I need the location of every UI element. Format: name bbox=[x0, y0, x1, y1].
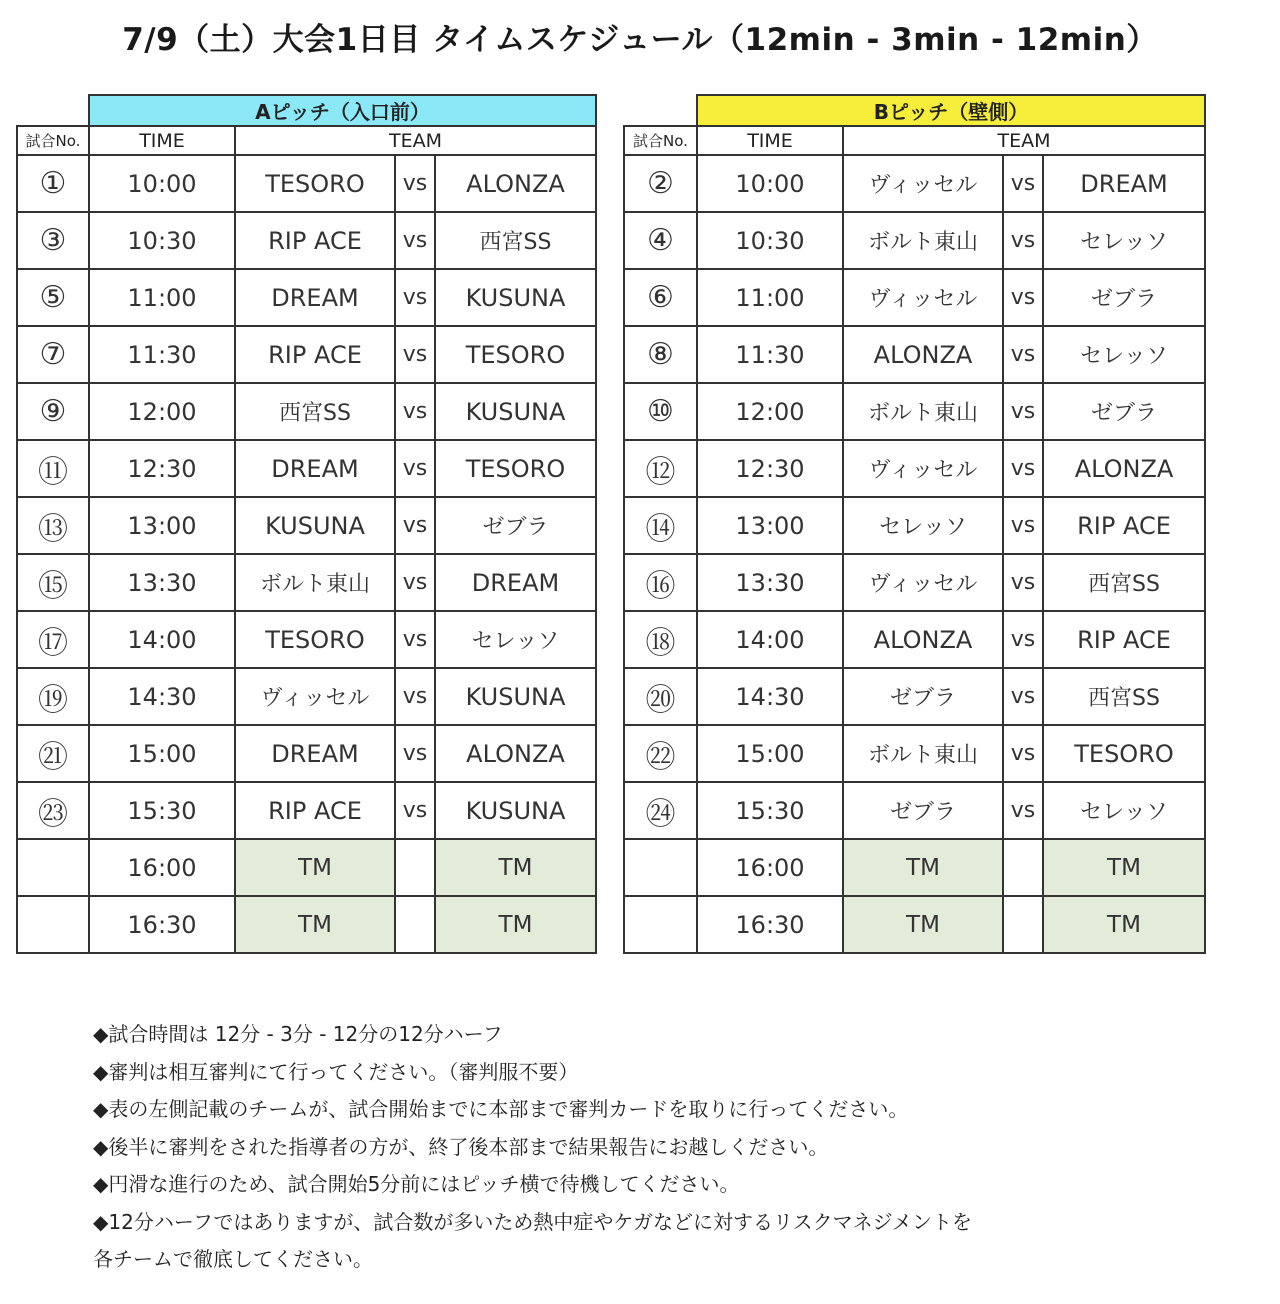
match-row bbox=[624, 497, 1205, 554]
page-title: 7/9（土）大会1日目 タイムスケジュール（12min - 3min - 12min） bbox=[122, 22, 1158, 58]
time-header: TIME bbox=[89, 126, 235, 155]
match-row bbox=[17, 725, 596, 782]
home-team: ボルト東山 bbox=[843, 212, 1003, 269]
training-match-cell: TM bbox=[1043, 896, 1205, 953]
pitch-b-header-spacer bbox=[624, 95, 697, 126]
training-match-cell: TM bbox=[235, 839, 395, 896]
home-team: セレッソ bbox=[843, 497, 1003, 554]
pitch-b-schedule-table bbox=[623, 94, 1206, 954]
home-team: DREAM bbox=[235, 725, 395, 782]
match-row bbox=[624, 326, 1205, 383]
training-match-cell: TM bbox=[843, 896, 1003, 953]
vs-label: vs bbox=[395, 212, 435, 269]
vs-label: vs bbox=[1003, 269, 1043, 326]
match-row bbox=[17, 383, 596, 440]
match-number bbox=[17, 896, 89, 953]
vs-label: vs bbox=[395, 554, 435, 611]
away-team: ALONZA bbox=[435, 155, 596, 212]
away-team: KUSUNA bbox=[435, 782, 596, 839]
home-team: ボルト東山 bbox=[843, 383, 1003, 440]
match-time: 16:30 bbox=[697, 896, 843, 953]
match-row bbox=[624, 896, 1205, 953]
match-number: ① bbox=[17, 155, 89, 212]
vs-label: vs bbox=[1003, 440, 1043, 497]
match-time: 13:30 bbox=[89, 554, 235, 611]
pitch-a-label: Aピッチ（入口前） bbox=[89, 95, 596, 126]
match-time: 14:00 bbox=[697, 611, 843, 668]
away-team: セレッソ bbox=[1043, 212, 1205, 269]
match-row bbox=[17, 668, 596, 725]
away-team: TESORO bbox=[1043, 725, 1205, 782]
vs-label: vs bbox=[395, 782, 435, 839]
match-row bbox=[17, 326, 596, 383]
match-number: ⑱ bbox=[624, 611, 697, 668]
match-row bbox=[624, 155, 1205, 212]
match-time: 13:00 bbox=[89, 497, 235, 554]
away-team: TESORO bbox=[435, 440, 596, 497]
match-row bbox=[624, 611, 1205, 668]
match-number: ⑫ bbox=[624, 440, 697, 497]
match-time: 10:30 bbox=[89, 212, 235, 269]
note-line: ◆後半に審判をされた指導者の方が、終了後本部まで結果報告にお越しください。 bbox=[93, 1134, 829, 1159]
match-time: 11:00 bbox=[697, 269, 843, 326]
match-number: ⑤ bbox=[17, 269, 89, 326]
away-team: TESORO bbox=[435, 326, 596, 383]
match-number bbox=[624, 839, 697, 896]
vs-label: vs bbox=[1003, 611, 1043, 668]
note-line: ◆円滑な進行のため、試合開始5分前にはピッチ横で待機してください。 bbox=[93, 1172, 740, 1196]
match-number: ⑮ bbox=[17, 554, 89, 611]
match-row bbox=[624, 725, 1205, 782]
home-team: ヴィッセル bbox=[843, 440, 1003, 497]
away-team: RIP ACE bbox=[1043, 611, 1205, 668]
match-number: ㉒ bbox=[624, 725, 697, 782]
match-number: ㉑ bbox=[17, 725, 89, 782]
match-row bbox=[17, 269, 596, 326]
match-row bbox=[17, 440, 596, 497]
match-time: 12:00 bbox=[697, 383, 843, 440]
vs-label: vs bbox=[395, 497, 435, 554]
training-match-cell: TM bbox=[435, 839, 596, 896]
match-number: ⑳ bbox=[624, 668, 697, 725]
note-line: ◆表の左側記載のチームが、試合開始までに本部まで審判カードを取りに行ってください。 bbox=[93, 1097, 909, 1121]
time-header: TIME bbox=[697, 126, 843, 155]
vs-label bbox=[395, 839, 435, 896]
home-team: RIP ACE bbox=[235, 212, 395, 269]
match-time: 16:30 bbox=[89, 896, 235, 953]
match-number: ⑰ bbox=[17, 611, 89, 668]
home-team: ALONZA bbox=[843, 611, 1003, 668]
away-team: KUSUNA bbox=[435, 269, 596, 326]
match-time: 16:00 bbox=[89, 839, 235, 896]
match-number: ⑪ bbox=[17, 440, 89, 497]
match-number: ⑨ bbox=[17, 383, 89, 440]
match-time: 15:30 bbox=[89, 782, 235, 839]
training-match-cell: TM bbox=[1043, 839, 1205, 896]
vs-label bbox=[1003, 896, 1043, 953]
match-row bbox=[17, 554, 596, 611]
vs-label bbox=[1003, 839, 1043, 896]
away-team: 西宮SS bbox=[1043, 668, 1205, 725]
home-team: 西宮SS bbox=[235, 383, 395, 440]
vs-label: vs bbox=[395, 725, 435, 782]
home-team: RIP ACE bbox=[235, 782, 395, 839]
home-team: DREAM bbox=[235, 440, 395, 497]
match-row bbox=[17, 212, 596, 269]
match-number bbox=[17, 839, 89, 896]
match-time: 16:00 bbox=[697, 839, 843, 896]
away-team: RIP ACE bbox=[1043, 497, 1205, 554]
match-row bbox=[624, 440, 1205, 497]
match-row bbox=[624, 839, 1205, 896]
match-row bbox=[17, 611, 596, 668]
pitch-a-schedule-table bbox=[16, 94, 597, 954]
match-row bbox=[17, 782, 596, 839]
match-time: 13:00 bbox=[697, 497, 843, 554]
note-line: 各チームで徹底してください。 bbox=[93, 1247, 373, 1271]
match-number: ⑦ bbox=[17, 326, 89, 383]
match-time: 10:00 bbox=[697, 155, 843, 212]
away-team: ゼブラ bbox=[435, 497, 596, 554]
match-number: ⑭ bbox=[624, 497, 697, 554]
match-row bbox=[624, 668, 1205, 725]
vs-label: vs bbox=[1003, 212, 1043, 269]
home-team: ボルト東山 bbox=[235, 554, 395, 611]
match-number: ⑥ bbox=[624, 269, 697, 326]
match-time: 12:30 bbox=[697, 440, 843, 497]
vs-label: vs bbox=[395, 155, 435, 212]
vs-label: vs bbox=[395, 383, 435, 440]
match-number: ⑲ bbox=[17, 668, 89, 725]
match-number: ⑬ bbox=[17, 497, 89, 554]
training-match-cell: TM bbox=[843, 839, 1003, 896]
note-line: ◆試合時間は 12分 - 3分 - 12分の12分ハーフ bbox=[93, 1022, 503, 1046]
match-time: 11:30 bbox=[89, 326, 235, 383]
match-row bbox=[17, 155, 596, 212]
match-row bbox=[624, 383, 1205, 440]
match-number: ㉔ bbox=[624, 782, 697, 839]
vs-label: vs bbox=[1003, 497, 1043, 554]
away-team: セレッソ bbox=[1043, 326, 1205, 383]
home-team: ゼブラ bbox=[843, 782, 1003, 839]
home-team: TESORO bbox=[235, 611, 395, 668]
home-team: ヴィッセル bbox=[235, 668, 395, 725]
training-match-cell: TM bbox=[235, 896, 395, 953]
home-team: TESORO bbox=[235, 155, 395, 212]
home-team: ヴィッセル bbox=[843, 554, 1003, 611]
match-time: 15:00 bbox=[89, 725, 235, 782]
match-time: 14:00 bbox=[89, 611, 235, 668]
home-team: ヴィッセル bbox=[843, 269, 1003, 326]
match-row bbox=[17, 497, 596, 554]
match-time: 12:30 bbox=[89, 440, 235, 497]
away-team: ゼブラ bbox=[1043, 269, 1205, 326]
team-header: TEAM bbox=[235, 126, 596, 155]
match-row bbox=[17, 896, 596, 953]
match-time: 14:30 bbox=[89, 668, 235, 725]
away-team: DREAM bbox=[1043, 155, 1205, 212]
away-team: KUSUNA bbox=[435, 668, 596, 725]
vs-label: vs bbox=[395, 668, 435, 725]
away-team: セレッソ bbox=[1043, 782, 1205, 839]
vs-label: vs bbox=[1003, 668, 1043, 725]
match-time: 12:00 bbox=[89, 383, 235, 440]
match-row bbox=[17, 839, 596, 896]
away-team: ALONZA bbox=[435, 725, 596, 782]
match-number: ② bbox=[624, 155, 697, 212]
match-time: 10:30 bbox=[697, 212, 843, 269]
match-number: ⑧ bbox=[624, 326, 697, 383]
match-row bbox=[624, 212, 1205, 269]
away-team: ALONZA bbox=[1043, 440, 1205, 497]
pitch-a-header-spacer bbox=[17, 95, 89, 126]
vs-label: vs bbox=[395, 269, 435, 326]
home-team: ヴィッセル bbox=[843, 155, 1003, 212]
pitch-b-label: Bピッチ（壁側） bbox=[697, 95, 1205, 126]
away-team: ゼブラ bbox=[1043, 383, 1205, 440]
home-team: RIP ACE bbox=[235, 326, 395, 383]
match-number: ③ bbox=[17, 212, 89, 269]
vs-label: vs bbox=[1003, 725, 1043, 782]
vs-label: vs bbox=[1003, 326, 1043, 383]
match-time: 13:30 bbox=[697, 554, 843, 611]
match-number: ⑯ bbox=[624, 554, 697, 611]
match-time: 14:30 bbox=[697, 668, 843, 725]
match-number bbox=[624, 896, 697, 953]
match-row bbox=[624, 269, 1205, 326]
note-line: ◆12分ハーフではありますが、試合数が多いため熱中症やケガなどに対するリスクマネジメントを bbox=[93, 1209, 973, 1234]
home-team: ゼブラ bbox=[843, 668, 1003, 725]
notes-section bbox=[93, 1016, 1193, 1279]
away-team: KUSUNA bbox=[435, 383, 596, 440]
match-time: 10:00 bbox=[89, 155, 235, 212]
match-time: 15:30 bbox=[697, 782, 843, 839]
match-no-header: 試合No. bbox=[624, 126, 697, 155]
vs-label: vs bbox=[1003, 155, 1043, 212]
home-team: DREAM bbox=[235, 269, 395, 326]
vs-label bbox=[395, 896, 435, 953]
away-team: 西宮SS bbox=[1043, 554, 1205, 611]
away-team: 西宮SS bbox=[435, 212, 596, 269]
vs-label: vs bbox=[1003, 782, 1043, 839]
match-no-header: 試合No. bbox=[17, 126, 89, 155]
match-number: ㉓ bbox=[17, 782, 89, 839]
match-number: ⑩ bbox=[624, 383, 697, 440]
team-header: TEAM bbox=[843, 126, 1205, 155]
home-team: ALONZA bbox=[843, 326, 1003, 383]
match-number: ④ bbox=[624, 212, 697, 269]
away-team: セレッソ bbox=[435, 611, 596, 668]
vs-label: vs bbox=[1003, 383, 1043, 440]
match-time: 15:00 bbox=[697, 725, 843, 782]
training-match-cell: TM bbox=[435, 896, 596, 953]
home-team: KUSUNA bbox=[235, 497, 395, 554]
vs-label: vs bbox=[1003, 554, 1043, 611]
match-row bbox=[624, 782, 1205, 839]
vs-label: vs bbox=[395, 611, 435, 668]
match-time: 11:00 bbox=[89, 269, 235, 326]
match-time: 11:30 bbox=[697, 326, 843, 383]
match-row bbox=[624, 554, 1205, 611]
vs-label: vs bbox=[395, 326, 435, 383]
note-line: ◆審判は相互審判にて行ってください。（審判服不要） bbox=[93, 1059, 579, 1084]
home-team: ボルト東山 bbox=[843, 725, 1003, 782]
away-team: DREAM bbox=[435, 554, 596, 611]
vs-label: vs bbox=[395, 440, 435, 497]
